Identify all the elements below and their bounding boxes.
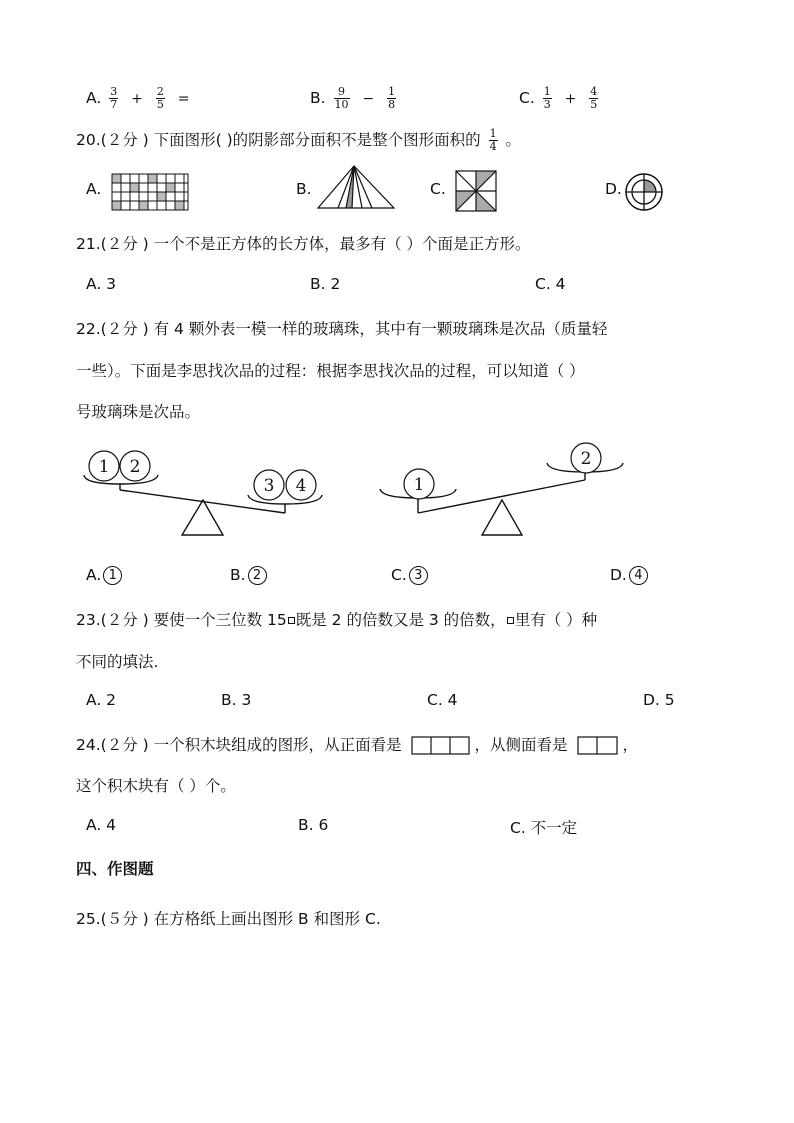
q22-option-b[interactable] <box>230 566 267 585</box>
q23-option-c[interactable]: C. 4 <box>427 691 458 709</box>
option-label: C. <box>430 180 446 198</box>
q23-line1 <box>76 608 597 630</box>
operator: − <box>362 91 375 107</box>
ball-label: 2 <box>129 457 141 477</box>
ball-label: 2 <box>580 449 592 469</box>
option-label: B. <box>296 180 312 198</box>
fraction: $\frac{4}{5}$ <box>590 85 598 111</box>
option-label: A. <box>86 566 102 584</box>
question-text: 既是 2 的倍数又是 3 的倍数， <box>295 611 506 629</box>
section-title: 四、作图题 <box>76 860 154 878</box>
ball-label: 4 <box>295 476 307 496</box>
question-end: 。 <box>505 131 522 149</box>
q22-line1: 22.(２分 ) 有 4 颗外表一模一样的玻璃珠，其中有一颗玻璃珠是次品（质量轻 <box>76 320 608 338</box>
ball-label: 1 <box>413 475 425 495</box>
q24-line1 <box>76 733 638 756</box>
question-text: 20.(２分 ) 下面图形( )的阴影部分面积不是整个图形面积的 <box>76 131 481 149</box>
q21-option-a[interactable]: A. 3 <box>86 275 117 293</box>
q20-option-b[interactable] <box>296 180 312 198</box>
circled-number: 3 <box>409 566 428 585</box>
q22-line2: 一些）。下面是李思找次品的过程：根据李思找次品的过程，可以知道（ ） <box>76 362 585 380</box>
q24-line2: 这个积木块有（ ）个。 <box>76 777 236 795</box>
q22-option-c[interactable] <box>391 566 428 585</box>
q21-option-b[interactable]: B. 2 <box>310 275 341 293</box>
side-view-figure <box>577 736 619 756</box>
q19-option-a[interactable] <box>86 86 194 111</box>
q25-stem: 25.(５分 ) 在方格纸上画出图形 B 和图形 C. <box>76 910 381 928</box>
fraction: $\frac{1}{3}$ <box>543 85 551 111</box>
q23-option-d[interactable]: D. 5 <box>643 691 675 709</box>
q24-option-a[interactable]: A. 4 <box>86 816 117 834</box>
equals: = <box>177 91 190 107</box>
q21-stem: 21.(２分 ) 一个不是正方体的长方体，最多有（ ）个面是正方形。 <box>76 235 531 253</box>
question-text: 24.(２分 ) 一个积木块组成的图形，从正面看是 <box>76 736 402 754</box>
operator: + <box>564 91 577 107</box>
balance-scales-figure <box>80 440 640 540</box>
q23-option-a[interactable]: A. 2 <box>86 691 117 709</box>
q19-option-c[interactable] <box>519 86 601 111</box>
option-label: D. <box>610 566 627 584</box>
question-text: ，从侧面看是 <box>474 736 568 754</box>
operator: + <box>131 91 143 107</box>
q24-option-b[interactable]: B. 6 <box>298 816 329 834</box>
ball-label: 1 <box>98 457 110 477</box>
square-figure <box>454 169 498 213</box>
fraction: $\frac{2}{5}$ <box>156 85 164 111</box>
fraction: $\frac{1}{8}$ <box>388 85 396 111</box>
fraction: $\frac{1}{4}$ <box>489 127 497 153</box>
q20-option-d[interactable] <box>605 180 622 198</box>
q20-stem <box>76 128 521 153</box>
q22-option-d[interactable] <box>610 566 648 585</box>
q21-option-c[interactable]: C. 4 <box>535 275 566 293</box>
triangle-figure <box>316 163 396 211</box>
option-label: D. <box>605 180 622 198</box>
blank-square-icon <box>288 617 295 624</box>
circled-number: 4 <box>629 566 648 585</box>
circled-number: 1 <box>103 566 122 585</box>
option-label: B. <box>230 566 246 584</box>
q20-option-c[interactable] <box>430 180 446 198</box>
front-view-figure <box>411 736 471 756</box>
option-label: A. <box>86 89 102 107</box>
q24-option-c[interactable]: C. 不一定 <box>510 819 578 837</box>
q19-option-b[interactable] <box>310 86 399 111</box>
option-label: C. <box>391 566 407 584</box>
q22-option-a[interactable] <box>86 566 122 585</box>
question-text: ， <box>622 736 639 754</box>
q22-line3: 号玻璃珠是次品。 <box>76 403 201 421</box>
q23-option-b[interactable]: B. 3 <box>221 691 252 709</box>
fraction: $\frac{3}{7}$ <box>110 85 118 111</box>
q23-line2: 不同的填法. <box>76 653 159 671</box>
fraction: $\frac{9}{10}$ <box>334 85 349 111</box>
ball-label: 3 <box>263 476 275 496</box>
question-text: 23.(２分 ) 要使一个三位数 15 <box>76 611 287 629</box>
q20-option-a[interactable] <box>86 180 101 198</box>
circled-number: 2 <box>248 566 267 585</box>
option-label: C. <box>519 89 535 107</box>
option-label: B. <box>310 89 326 107</box>
circle-figure <box>624 172 664 212</box>
blank-square-icon <box>507 617 514 624</box>
question-text: 里有（ ）种 <box>514 611 598 629</box>
grid-figure <box>110 172 190 212</box>
option-label: A. <box>86 180 102 198</box>
